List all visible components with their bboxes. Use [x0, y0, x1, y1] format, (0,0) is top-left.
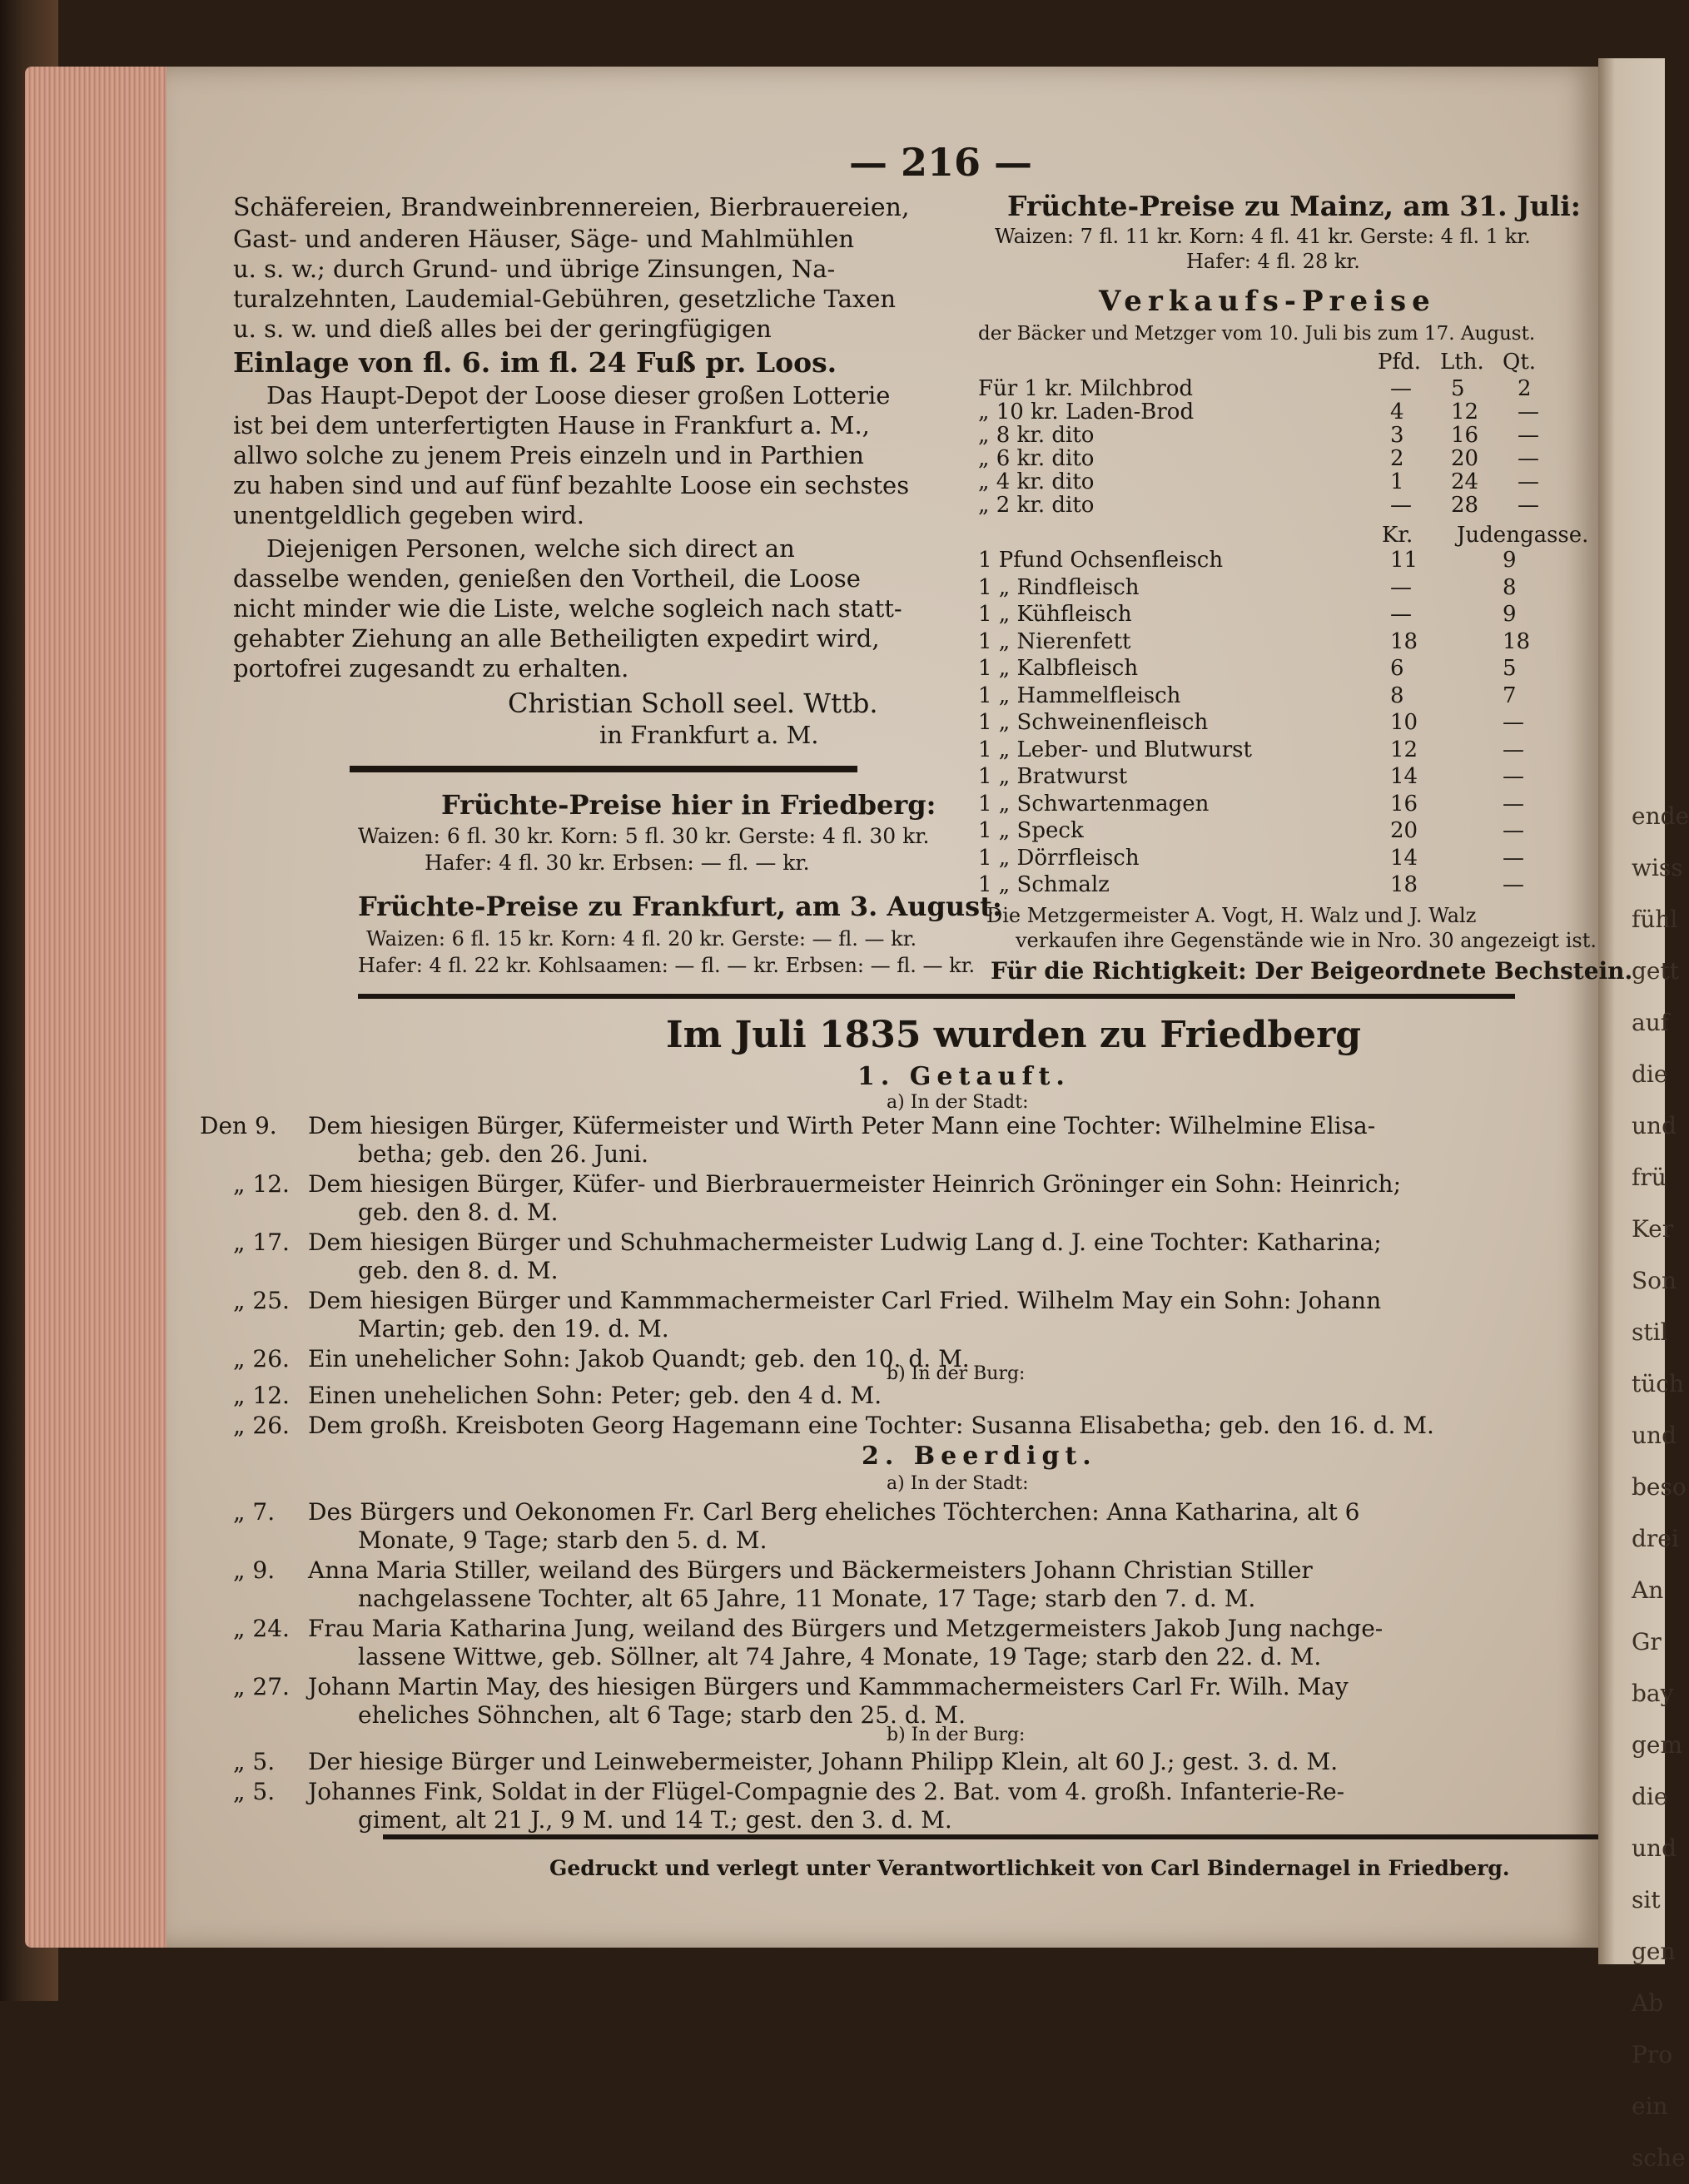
- adjacent-page-word: gett: [1632, 957, 1679, 985]
- bread-lth: 12: [1451, 400, 1479, 424]
- meat-judengasse: —: [1503, 737, 1524, 762]
- meat-label: 1 „ Schmalz: [978, 872, 1110, 897]
- page-number: — 216 —: [849, 140, 1033, 185]
- richtigkeit-signature: Für die Richtigkeit: Der Beigeordnete Bechstein.: [991, 957, 1633, 985]
- document-page: [166, 67, 1633, 1948]
- meat-judengasse: —: [1503, 710, 1524, 735]
- adjacent-page-word: Ab: [1632, 1989, 1664, 2017]
- entry-text-continued: Martin; geb. den 19. d. M.: [358, 1315, 669, 1343]
- entry-date: „ 24.: [233, 1615, 290, 1642]
- bread-table-header: [978, 350, 1544, 373]
- bread-label: „ 10 kr. Laden-Brod: [978, 400, 1195, 424]
- subsection-stadt: a) In der Stadt:: [887, 1092, 1029, 1113]
- meat-kr: 18: [1390, 628, 1418, 654]
- body-line: nicht minder wie die Liste, welche sogleich nach statt-: [233, 594, 902, 623]
- bread-pfd: —: [1390, 376, 1412, 401]
- verkaufs-preise-subtitle: der Bäcker und Metzger vom 10. Juli bis zum 17. August.: [978, 323, 1536, 345]
- meat-row: [978, 818, 1561, 841]
- signature: Christian Scholl seel. Wttb.: [508, 687, 878, 719]
- bread-row: [978, 469, 1561, 493]
- adjacent-page-word: sit: [1632, 1886, 1661, 1913]
- entry-date: „ 7.: [233, 1498, 276, 1526]
- meat-judengasse: —: [1503, 818, 1524, 843]
- adjacent-page-word: sche: [1632, 2144, 1686, 2172]
- entry-text-continued: nachgelassene Tochter, alt 65 Jahre, 11 Monate, 17 Tage; starb den 7. d. M.: [358, 1585, 1256, 1612]
- adjacent-page-word: wiss: [1632, 854, 1683, 881]
- meat-label: 1 „ Leber- und Blutwurst: [978, 737, 1252, 762]
- metzger-note: Die Metzgermeister A. Vogt, H. Walz und J. Walz: [986, 904, 1477, 927]
- meat-kr: 14: [1390, 764, 1418, 789]
- body-line: portofrei zugesandt zu erhalten.: [233, 654, 629, 682]
- adjacent-page-word: Gr: [1632, 1628, 1662, 1655]
- section-getauft: 1. Getauft.: [857, 1062, 1071, 1091]
- meat-kr: —: [1390, 574, 1412, 600]
- entry-text: Ein unehelicher Sohn: Jakob Quandt; geb. den 10. d. M.: [308, 1345, 970, 1372]
- entry-text: Der hiesige Bürger und Leinwebermeister, Johann Philipp Klein, alt 60 J.; gest. 3. d. M.: [308, 1748, 1339, 1775]
- body-line: zu haben sind und auf fünf bezahlte Loose ein sechstes: [233, 471, 910, 499]
- bread-label: „ 4 kr. dito: [978, 469, 1095, 494]
- meat-kr: 10: [1390, 710, 1418, 735]
- body-line: unentgeldlich gegeben wird.: [233, 501, 584, 529]
- adjacent-page-word: und: [1632, 1422, 1677, 1449]
- frankfurt-prices-title: Früchte-Preise zu Frankfurt, am 3. August:: [358, 891, 1002, 922]
- entry-date: „ 12.: [233, 1170, 290, 1198]
- bread-row: [978, 376, 1561, 400]
- entry-text: Dem hiesigen Bürger und Schuhmachermeister Ludwig Lang d. J. eine Tochter: Katharina;: [308, 1228, 1382, 1256]
- meat-judengasse: —: [1503, 764, 1524, 789]
- adjacent-page-word: und: [1632, 1112, 1677, 1139]
- entry-text-continued: giment, alt 21 J., 9 M. und 14 T.; gest. den 3. d. M.: [358, 1806, 952, 1834]
- body-line: Schäfereien, Brandweinbrennereien, Bierbrauereien,: [233, 193, 910, 222]
- adjacent-page-word: und: [1632, 1834, 1677, 1862]
- meat-kr: 18: [1390, 872, 1418, 897]
- adjacent-page-word: die: [1632, 1060, 1668, 1088]
- entry-text-continued: geb. den 8. d. M.: [358, 1257, 559, 1284]
- mainz-prices-line: Waizen: 7 fl. 11 kr. Korn: 4 fl. 41 kr. Gerste: 4 fl. 1 kr.: [995, 225, 1531, 248]
- meat-row: [978, 656, 1561, 679]
- meat-judengasse: 7: [1503, 682, 1517, 708]
- meat-row: [978, 575, 1561, 598]
- subsection-burg: b) In der Burg:: [887, 1363, 1026, 1384]
- meat-label: 1 „ Kalbfleisch: [978, 656, 1139, 681]
- body-line: dasselbe wenden, genießen den Vortheil, die Loose: [233, 564, 861, 593]
- entry-text: Einen unehelichen Sohn: Peter; geb. den 4 d. M.: [308, 1382, 882, 1409]
- bread-lth: 20: [1451, 446, 1479, 471]
- adjacent-page-word: Ker: [1632, 1215, 1674, 1243]
- bread-row: [978, 423, 1561, 446]
- meat-label: 1 „ Nierenfett: [978, 628, 1131, 654]
- adjacent-page-word: drei: [1632, 1525, 1679, 1552]
- meat-label: 1 „ Schweinenfleisch: [978, 710, 1209, 735]
- meat-judengasse: —: [1503, 872, 1524, 897]
- adjacent-page-word: An: [1632, 1576, 1664, 1604]
- entry-date: „ 25.: [233, 1287, 290, 1314]
- bread-pfd: 3: [1390, 423, 1404, 448]
- signature-place: in Frankfurt a. M.: [599, 721, 819, 749]
- body-line: Das Haupt-Depot der Loose dieser großen Lotterie: [266, 381, 891, 410]
- mainz-prices-title: Früchte-Preise zu Mainz, am 31. Juli:: [1007, 190, 1581, 222]
- adjacent-page-word: Pro: [1632, 2041, 1673, 2068]
- frankfurt-prices-line: Hafer: 4 fl. 22 kr. Kohlsaamen: — fl. — kr. Erbsen: — fl. — kr.: [358, 954, 976, 977]
- meat-label: 1 „ Rindfleisch: [978, 574, 1140, 600]
- adjacent-page-word: ende: [1632, 802, 1689, 830]
- adjacent-page-word: Son: [1632, 1267, 1677, 1294]
- friedberg-prices-line: Hafer: 4 fl. 30 kr. Erbsen: — fl. — kr.: [425, 851, 810, 875]
- adjacent-page-word: auf: [1632, 1009, 1670, 1036]
- bread-label: Für 1 kr. Milchbrod: [978, 376, 1194, 401]
- meat-row: [978, 872, 1561, 896]
- bread-pfd: 2: [1390, 446, 1404, 471]
- entry-text: Dem hiesigen Bürger, Küfermeister und Wirth Peter Mann eine Tochter: Wilhelmine Elisa-: [308, 1112, 1376, 1139]
- verkaufs-preise-title: Verkaufs-Preise: [1099, 285, 1436, 318]
- bread-row: [978, 446, 1561, 469]
- entry-text: Johann Martin May, des hiesigen Bürgers und Kammmachermeisters Carl Fr. Wilh. May: [308, 1673, 1349, 1700]
- meat-label: 1 „ Kühfleisch: [978, 602, 1132, 627]
- bread-pfd: —: [1390, 493, 1412, 518]
- col-header-lth: Lth.: [1440, 350, 1484, 375]
- adjacent-page-word: bay: [1632, 1680, 1674, 1707]
- meat-kr: 14: [1390, 845, 1418, 871]
- bread-row: [978, 400, 1561, 423]
- friedberg-prices-title: Früchte-Preise hier in Friedberg:: [441, 789, 936, 821]
- meat-judengasse: 18: [1503, 628, 1531, 654]
- entry-text: Dem großh. Kreisboten Georg Hagemann eine Tochter: Susanna Elisabetha; geb. den 16. d. M.: [308, 1412, 1434, 1439]
- adjacent-page-word: gem: [1632, 1731, 1683, 1759]
- col-header-kr: Kr.: [1382, 523, 1413, 548]
- entry-text-continued: geb. den 8. d. M.: [358, 1199, 559, 1226]
- einlage-line: Einlage von fl. 6. im fl. 24 Fuß pr. Loos.: [233, 346, 837, 379]
- bread-lth: 28: [1451, 493, 1479, 518]
- meat-judengasse: —: [1503, 791, 1524, 817]
- body-line: Gast- und anderen Häuser, Säge- und Mahlmühlen: [233, 225, 855, 253]
- col-header-qt: Qt.: [1503, 350, 1537, 375]
- meat-kr: 12: [1390, 737, 1418, 762]
- meat-kr: —: [1390, 602, 1412, 627]
- body-line: turalzehnten, Laudemial-Gebühren, gesetzliche Taxen: [233, 285, 897, 313]
- bread-qt: —: [1518, 423, 1539, 448]
- bread-label: „ 6 kr. dito: [978, 446, 1095, 471]
- meat-judengasse: 5: [1503, 656, 1517, 681]
- entry-date: „ 5.: [233, 1748, 276, 1775]
- body-line: u. s. w.; durch Grund- und übrige Zinsungen, Na-: [233, 255, 836, 283]
- meat-table-header: [978, 523, 1589, 548]
- entry-date: „ 17.: [233, 1228, 290, 1256]
- meat-judengasse: 9: [1503, 602, 1517, 627]
- meat-kr: 16: [1390, 791, 1418, 817]
- adjacent-page-word: beso: [1632, 1473, 1687, 1501]
- meat-label: 1 „ Bratwurst: [978, 764, 1128, 789]
- imprint: Gedruckt und verlegt unter Verantwortlichkeit von Carl Bindernagel in Friedberg.: [549, 1856, 1510, 1880]
- divider-rule: [350, 766, 857, 772]
- entry-text: Dem hiesigen Bürger, Küfer- und Bierbrauermeister Heinrich Gröninger ein Sohn: Heinrich;: [308, 1170, 1402, 1198]
- body-line: u. s. w. und dieß alles bei der geringfügigen: [233, 315, 772, 343]
- meat-row: [978, 602, 1561, 625]
- bread-pfd: 4: [1390, 400, 1404, 424]
- entry-text-continued: Monate, 9 Tage; starb den 5. d. M.: [358, 1526, 768, 1554]
- adjacent-page-word: tüch: [1632, 1370, 1684, 1397]
- meat-judengasse: —: [1503, 845, 1524, 871]
- entry-text: Des Bürgers und Oekonomen Fr. Carl Berg eheliches Töchterchen: Anna Katharina, alt 6: [308, 1498, 1360, 1526]
- body-line: ist bei dem unterfertigten Hause in Frankfurt a. M.,: [233, 411, 870, 439]
- adjacent-page-word: frü: [1632, 1164, 1667, 1191]
- meat-row: [978, 792, 1561, 815]
- section-beerdigt: 2. Beerdigt.: [862, 1442, 1097, 1471]
- bread-lth: 16: [1451, 423, 1479, 448]
- adjacent-page-word: fühl: [1632, 906, 1678, 933]
- meat-label: 1 „ Dörrfleisch: [978, 845, 1140, 871]
- meat-row: [978, 683, 1561, 707]
- frankfurt-prices-line: Waizen: 6 fl. 15 kr. Korn: 4 fl. 20 kr. Gerste: — fl. — kr.: [366, 927, 917, 951]
- bread-lth: 24: [1451, 469, 1479, 494]
- adjacent-page-word: die: [1632, 1783, 1668, 1810]
- entry-text-continued: eheliches Söhnchen, alt 6 Tage; starb den 25. d. M.: [358, 1701, 966, 1729]
- page-edges: [25, 67, 166, 1948]
- meat-judengasse: 9: [1503, 548, 1517, 573]
- adjacent-page-fragment: [1598, 58, 1689, 2172]
- bread-lth: 5: [1451, 376, 1465, 401]
- adjacent-page-word: gen: [1632, 1938, 1676, 1965]
- bread-qt: 2: [1518, 376, 1532, 401]
- mainz-prices-line: Hafer: 4 fl. 28 kr.: [1186, 250, 1360, 273]
- meat-row: [978, 548, 1561, 571]
- metzger-note: verkaufen ihre Gegenstände wie in Nro. 30 angezeigt ist.: [1016, 929, 1597, 952]
- bread-pfd: 1: [1390, 469, 1404, 494]
- entry-date: „ 9.: [233, 1556, 276, 1584]
- adjacent-page-word: ein: [1632, 2092, 1668, 2120]
- subsection-stadt: a) In der Stadt:: [887, 1473, 1029, 1494]
- col-header-pfd: Pfd.: [1378, 350, 1422, 375]
- body-line: gehabter Ziehung an alle Betheiligten expedirt wird,: [233, 624, 880, 653]
- meat-row: [978, 629, 1561, 653]
- footer-divider-rule: [383, 1834, 1598, 1839]
- bread-qt: —: [1518, 469, 1539, 494]
- entry-text: Anna Maria Stiller, weiland des Bürgers und Bäckermeisters Johann Christian Stiller: [308, 1556, 1313, 1584]
- meat-label: 1 „ Hammelfleisch: [978, 682, 1181, 708]
- meat-kr: 11: [1390, 548, 1418, 573]
- meat-label: 1 „ Schwartenmagen: [978, 791, 1210, 817]
- entry-text-continued: lassene Wittwe, geb. Söllner, alt 74 Jahre, 4 Monate, 19 Tage; starb den 22. d. M.: [358, 1643, 1322, 1670]
- meat-kr: 8: [1390, 682, 1404, 708]
- entry-text: Dem hiesigen Bürger und Kammmachermeister Carl Fried. Wilhelm May ein Sohn: Johann: [308, 1287, 1382, 1314]
- friedberg-prices-line: Waizen: 6 fl. 30 kr. Korn: 5 fl. 30 kr. Gerste: 4 fl. 30 kr.: [358, 824, 930, 848]
- register-title: Im Juli 1835 wurden zu Friedberg: [666, 1014, 1362, 1056]
- meat-kr: 6: [1390, 656, 1404, 681]
- meat-row: [978, 710, 1561, 733]
- entry-date: „ 12.: [233, 1382, 290, 1409]
- entry-date: „ 5.: [233, 1778, 276, 1805]
- bread-label: „ 2 kr. dito: [978, 493, 1095, 518]
- bread-label: „ 8 kr. dito: [978, 423, 1095, 448]
- meat-judengasse: 8: [1503, 574, 1517, 600]
- bread-qt: —: [1518, 446, 1539, 471]
- entry-date: „ 26.: [233, 1345, 290, 1372]
- body-line: Diejenigen Personen, welche sich direct an: [266, 534, 795, 563]
- entry-text-continued: betha; geb. den 26. Juni.: [358, 1140, 649, 1168]
- body-line: allwo solche zu jenem Preis einzeln und in Parthien: [233, 441, 864, 469]
- bread-qt: —: [1518, 493, 1539, 518]
- meat-kr: 20: [1390, 818, 1418, 843]
- bread-qt: —: [1518, 400, 1539, 424]
- adjacent-page-word: stil: [1632, 1318, 1668, 1346]
- meat-row: [978, 764, 1561, 787]
- entry-text: Frau Maria Katharina Jung, weiland des Bürgers und Metzgermeisters Jakob Jung nachge-: [308, 1615, 1383, 1642]
- entry-date: „ 27.: [233, 1673, 290, 1700]
- entry-date: „ 26.: [233, 1412, 290, 1439]
- col-header-judengasse: Judengasse.: [1457, 523, 1589, 548]
- entry-text: Johannes Fink, Soldat in der Flügel-Compagnie des 2. Bat. vom 4. großh. Infanterie-Re-: [308, 1778, 1345, 1805]
- entry-date: Den 9.: [200, 1112, 277, 1139]
- meat-label: 1 Pfund Ochsenfleisch: [978, 548, 1224, 573]
- meat-row: [978, 737, 1561, 761]
- bread-row: [978, 493, 1561, 516]
- subsection-burg: b) In der Burg:: [887, 1725, 1026, 1745]
- meat-row: [978, 846, 1561, 869]
- section-divider-rule: [358, 994, 1515, 999]
- meat-label: 1 „ Speck: [978, 818, 1084, 843]
